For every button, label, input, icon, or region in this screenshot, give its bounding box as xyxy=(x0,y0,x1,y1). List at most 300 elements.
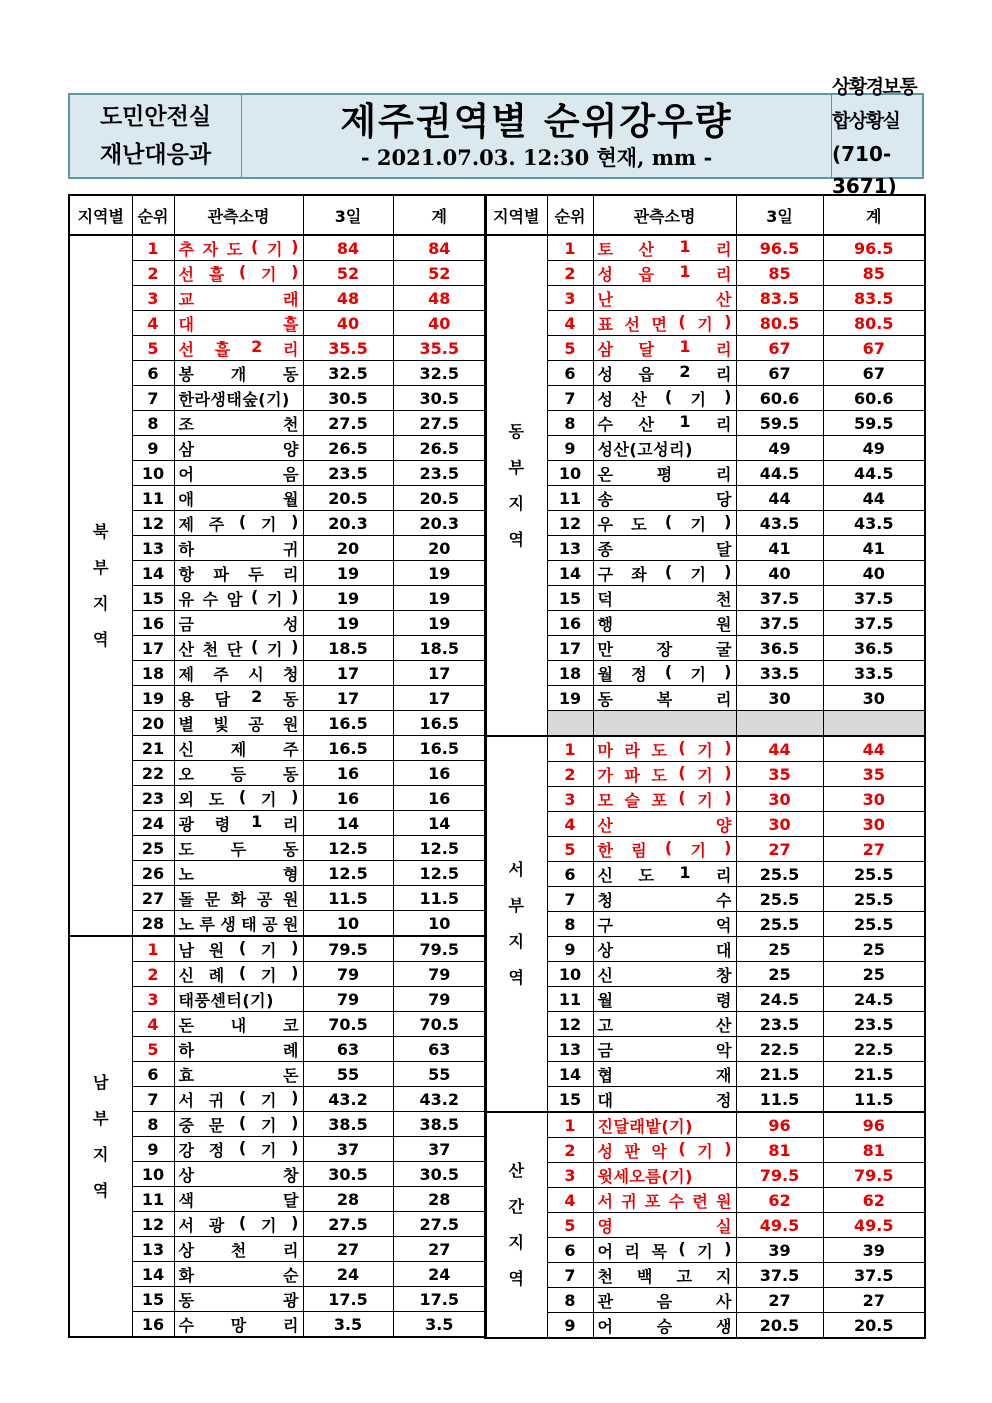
station-name-char: 리 xyxy=(716,865,732,885)
rain-total-cell: 17 xyxy=(393,686,486,711)
rain-3day-cell: 49.5 xyxy=(736,1213,823,1238)
rain-total-cell: 19 xyxy=(393,586,486,611)
station-name-cell xyxy=(593,711,736,737)
station-name-char: ) xyxy=(724,386,732,406)
station-name xyxy=(598,1038,732,1061)
station-name-char: ) xyxy=(291,1137,299,1157)
station-name-char: 교 xyxy=(178,289,194,309)
station-name-char: 음 xyxy=(283,464,299,484)
rank-cell: 13 xyxy=(132,536,174,561)
table-row xyxy=(69,611,486,636)
table-row xyxy=(485,586,925,611)
station-name-char: 도 xyxy=(178,839,194,859)
station-name-char: 대 xyxy=(178,314,194,334)
station-name-cell xyxy=(593,261,736,286)
station-name-cell xyxy=(174,1037,303,1062)
rain-3day-cell: 85 xyxy=(736,261,823,286)
rain-3day-cell: 27 xyxy=(736,837,823,862)
rain-total-cell: 25 xyxy=(823,937,925,962)
station-name-cell xyxy=(174,235,303,261)
station-name xyxy=(598,888,732,911)
table-row xyxy=(485,887,925,912)
rank-cell: 2 xyxy=(132,261,174,286)
station-name-cell xyxy=(593,235,736,261)
table-row xyxy=(485,411,925,436)
rank-cell xyxy=(547,711,593,737)
station-name-char: 어 xyxy=(597,1241,613,1261)
table-row xyxy=(69,536,486,561)
station-name xyxy=(179,1288,299,1311)
rank-cell: 3 xyxy=(132,286,174,311)
col-region: 지역별 xyxy=(485,195,547,235)
station-name xyxy=(179,337,299,360)
table-row xyxy=(485,311,925,336)
station-name-char: 리 xyxy=(716,339,732,359)
rank-cell: 13 xyxy=(547,1037,593,1062)
rain-total-cell: 12.5 xyxy=(393,861,486,886)
station-name xyxy=(179,912,299,935)
region-char: 간 xyxy=(508,1197,524,1216)
station-name-char: ) xyxy=(291,236,299,256)
station-name-char: 만 xyxy=(597,639,613,659)
rain-total-cell: 49.5 xyxy=(823,1213,925,1238)
rain-total-cell: 32.5 xyxy=(393,361,486,386)
station-name-char: 산 xyxy=(178,639,194,659)
station-name xyxy=(179,662,299,685)
station-name-cell xyxy=(593,1213,736,1238)
station-name-cell xyxy=(593,386,736,411)
office-name: 상황경보통합상황실 xyxy=(832,76,917,132)
station-name-cell xyxy=(593,436,736,461)
rain-3day-cell: 39 xyxy=(736,1238,823,1263)
station-name-char: ) xyxy=(291,586,299,606)
station-name-char: ( xyxy=(678,762,686,782)
station-name-char: ( xyxy=(250,236,259,256)
rain-3day-cell: 55 xyxy=(303,1062,393,1087)
station-name-char: 흘 xyxy=(208,264,225,284)
station-name-cell xyxy=(174,1137,303,1162)
rain-3day-cell: 27.5 xyxy=(303,411,393,436)
station-name-cell xyxy=(593,937,736,962)
station-name-char: 순 xyxy=(283,1265,299,1285)
rank-cell: 11 xyxy=(132,486,174,511)
station-name-char: 1 xyxy=(251,811,263,831)
station-name-char: 마 xyxy=(597,740,613,760)
station-name-char: 창 xyxy=(283,1165,299,1185)
region-char: 역 xyxy=(508,529,524,549)
rank-cell: 21 xyxy=(132,736,174,761)
rain-3day-cell: 24 xyxy=(303,1262,393,1287)
rain-total-cell: 30.5 xyxy=(393,386,486,411)
station-name-char: 수 xyxy=(202,589,219,609)
station-name-cell xyxy=(174,311,303,336)
station-name-char: 동 xyxy=(283,839,299,859)
rain-3day-cell: 40 xyxy=(736,561,823,586)
rain-total-cell: 49 xyxy=(823,436,925,461)
rain-3day-cell: 22.5 xyxy=(736,1037,823,1062)
station-name xyxy=(179,712,299,735)
station-name-char: 지 xyxy=(716,1266,732,1286)
table-row xyxy=(485,962,925,987)
station-name-cell xyxy=(593,511,736,536)
station-name-char: 리 xyxy=(716,689,732,709)
table-row xyxy=(69,1187,486,1212)
station-name xyxy=(179,587,299,610)
station-name-char: 천 xyxy=(716,589,732,609)
rain-3day-cell: 44 xyxy=(736,486,823,511)
rain-3day-cell: 43.5 xyxy=(736,511,823,536)
rank-cell: 7 xyxy=(547,1263,593,1288)
station-name xyxy=(598,838,732,861)
rain-3day-cell: 36.5 xyxy=(736,636,823,661)
table-row xyxy=(69,1212,486,1237)
station-name-char: 원 xyxy=(716,614,732,634)
rank-cell: 1 xyxy=(132,936,174,962)
station-name-char: 구 xyxy=(597,915,613,935)
office-phone: (710-3671) xyxy=(832,142,897,198)
rain-3day-cell: 32.5 xyxy=(303,361,393,386)
rain-total-cell: 16.5 xyxy=(393,736,486,761)
station-name-char: 금 xyxy=(178,614,194,634)
station-name xyxy=(179,462,299,485)
station-name xyxy=(598,738,732,761)
station-name-cell xyxy=(593,1188,736,1213)
table-row xyxy=(485,536,925,561)
station-name xyxy=(179,862,299,885)
rain-total-cell: 12.5 xyxy=(393,836,486,861)
station-name-char: 상 xyxy=(178,1165,194,1185)
station-name-char: 례 xyxy=(283,1040,299,1060)
rain-total-cell: 84 xyxy=(393,235,486,261)
station-name-char: ( xyxy=(250,636,259,656)
table-row xyxy=(69,586,486,611)
rank-cell: 7 xyxy=(132,1087,174,1112)
station-name-char: 정 xyxy=(208,1140,225,1160)
rain-3day-cell: 11.5 xyxy=(736,1087,823,1113)
station-name-cell xyxy=(174,761,303,786)
station-name-char: 기 xyxy=(690,840,706,860)
station-name-char: 기 xyxy=(697,1241,713,1261)
station-name-cell xyxy=(174,1112,303,1137)
station-name: 한라생태숲(기) xyxy=(178,389,290,409)
table-row xyxy=(69,886,486,911)
station-name-cell xyxy=(593,461,736,486)
rain-total-cell: 30 xyxy=(823,787,925,812)
station-name-char: 기 xyxy=(690,564,706,584)
station-name-char: 개 xyxy=(230,364,247,384)
station-name-cell xyxy=(593,837,736,862)
table-row xyxy=(69,786,486,811)
rain-3day-cell: 96.5 xyxy=(736,235,823,261)
station-name-cell xyxy=(593,1138,736,1163)
table-row xyxy=(485,611,925,636)
rain-3day-cell: 20 xyxy=(303,536,393,561)
station-name xyxy=(179,837,299,860)
rain-3day-cell: 62 xyxy=(736,1188,823,1213)
rank-cell: 19 xyxy=(132,686,174,711)
rank-cell: 12 xyxy=(547,511,593,536)
rain-total-cell: 40 xyxy=(393,311,486,336)
rank-cell: 12 xyxy=(132,1212,174,1237)
station-name-char: 빛 xyxy=(213,714,229,734)
station-name-char: 리 xyxy=(716,239,732,259)
department-line1: 도민안전실 xyxy=(99,104,212,130)
rank-cell: 22 xyxy=(132,761,174,786)
rain-3day-cell: 30.5 xyxy=(303,1162,393,1187)
station-name-char: 가 xyxy=(597,765,613,785)
station-name-char: 코 xyxy=(283,1015,299,1035)
station-name-char: ) xyxy=(724,1238,732,1258)
station-name-char: 도 xyxy=(651,740,667,760)
table-row xyxy=(485,711,925,737)
station-name-char: 봉 xyxy=(178,364,194,384)
rank-cell: 5 xyxy=(547,1213,593,1238)
station-name-char: 도 xyxy=(208,789,225,809)
station-name-char: 포 xyxy=(651,790,667,810)
rain-3day-cell: 30 xyxy=(736,787,823,812)
rain-3day-cell: 37.5 xyxy=(736,586,823,611)
station-name-char: 복 xyxy=(656,689,673,709)
table-row xyxy=(69,861,486,886)
rain-3day-cell xyxy=(736,711,823,737)
station-name-char: 동 xyxy=(283,764,299,784)
rain-3day-cell: 38.5 xyxy=(303,1112,393,1137)
table-row xyxy=(485,1087,925,1113)
rain-3day-cell: 11.5 xyxy=(303,886,393,911)
station-name xyxy=(179,1063,299,1086)
station-name-char: 림 xyxy=(631,840,647,860)
table-row xyxy=(69,1012,486,1037)
station-name-char: 공 xyxy=(262,914,278,934)
station-name-char: 돈 xyxy=(283,1065,299,1085)
station-name xyxy=(179,287,299,310)
station-name-char: 성 xyxy=(597,1141,613,1161)
station-name-cell xyxy=(174,436,303,461)
station-name-char: ( xyxy=(238,962,247,982)
table-row xyxy=(485,1112,925,1138)
station-name-cell xyxy=(593,1037,736,1062)
table-row xyxy=(69,836,486,861)
rank-cell: 2 xyxy=(547,1138,593,1163)
station-name-cell xyxy=(174,261,303,286)
rain-3day-cell: 10 xyxy=(303,911,393,937)
station-name-char: 선 xyxy=(178,264,194,284)
station-name-char: 하 xyxy=(178,1040,194,1060)
rank-cell: 9 xyxy=(547,937,593,962)
rank-cell: 5 xyxy=(132,336,174,361)
station-name-cell xyxy=(593,286,736,311)
rain-total-cell: 79.5 xyxy=(393,936,486,962)
rain-total-cell: 79 xyxy=(393,987,486,1012)
station-name xyxy=(179,1188,299,1211)
station-name-char: ) xyxy=(291,261,299,281)
station-name xyxy=(179,1313,299,1336)
rain-3day-cell: 25.5 xyxy=(736,887,823,912)
table-row xyxy=(69,411,486,436)
rain-total-cell: 10 xyxy=(393,911,486,937)
station-name xyxy=(598,788,732,811)
station-name-char: 원 xyxy=(716,1191,732,1211)
rank-cell: 12 xyxy=(547,1012,593,1037)
rain-total-cell: 41 xyxy=(823,536,925,561)
table-row xyxy=(485,286,925,311)
station-name-char: 실 xyxy=(716,1216,732,1236)
col-3day: 3일 xyxy=(736,195,823,235)
rank-cell: 10 xyxy=(132,1162,174,1187)
station-name-char: ) xyxy=(724,787,732,807)
table-row xyxy=(485,561,925,586)
rank-cell: 6 xyxy=(547,361,593,386)
rain-3day-cell: 20.5 xyxy=(303,486,393,511)
station-name-char: 생 xyxy=(716,1316,732,1336)
station-name-char: 고 xyxy=(676,1266,692,1286)
rain-3day-cell: 27 xyxy=(736,1288,823,1313)
region-char: 부 xyxy=(508,457,524,477)
rain-total-cell: 52 xyxy=(393,261,486,286)
station-name-char: 망 xyxy=(230,1315,247,1335)
col-total: 계 xyxy=(823,195,925,235)
station-name-char: 악 xyxy=(716,1040,732,1060)
table-row xyxy=(485,912,925,937)
rank-cell: 16 xyxy=(547,611,593,636)
rain-3day-cell: 30 xyxy=(736,686,823,711)
station-name-char: 2 xyxy=(251,336,263,356)
col-rank: 순위 xyxy=(547,195,593,235)
station-name-char: 서 xyxy=(597,1191,613,1211)
station-name-char: ( xyxy=(678,311,686,331)
station-name-char: 월 xyxy=(597,990,613,1010)
rank-cell: 5 xyxy=(547,837,593,862)
station-name-char: 리 xyxy=(716,264,732,284)
station-name-char: 승 xyxy=(656,1316,673,1336)
rain-total-cell: 25 xyxy=(823,962,925,987)
rain-3day-cell: 83.5 xyxy=(736,286,823,311)
station-name-cell xyxy=(174,511,303,536)
station-name-char: 광 xyxy=(208,1215,225,1235)
rank-cell: 8 xyxy=(132,411,174,436)
station-name-char: 수 xyxy=(716,890,732,910)
station-name-char: 동 xyxy=(283,364,299,384)
station-name-cell xyxy=(174,661,303,686)
station-name-cell xyxy=(174,836,303,861)
rain-total-cell: 22.5 xyxy=(823,1037,925,1062)
rank-cell: 26 xyxy=(132,861,174,886)
station-name-char: 기 xyxy=(690,389,706,409)
table-row xyxy=(69,235,486,261)
station-name-char: 두 xyxy=(248,564,264,584)
rain-total-cell: 30.5 xyxy=(393,1162,486,1187)
table-row xyxy=(485,361,925,386)
rain-3day-cell: 24.5 xyxy=(736,987,823,1012)
station-name-char: 돈 xyxy=(178,1015,194,1035)
station-name-char: 원 xyxy=(283,714,299,734)
station-name-char: 기 xyxy=(697,1141,713,1161)
station-name-char: 제 xyxy=(178,664,194,684)
station-name-char: 남 xyxy=(178,940,194,960)
station-name-char: 성 xyxy=(597,264,613,284)
station-name xyxy=(179,262,299,285)
rain-total-cell: 38.5 xyxy=(393,1112,486,1137)
station-name-cell xyxy=(174,1087,303,1112)
station-name-char: 도 xyxy=(651,765,667,785)
station-name xyxy=(179,938,299,961)
region-char: 남 xyxy=(93,1072,109,1092)
table-row xyxy=(69,1312,486,1338)
station-name xyxy=(598,662,732,685)
station-name-char: 흘 xyxy=(214,339,231,359)
col-total: 계 xyxy=(393,195,486,235)
station-name-char: 노 xyxy=(178,914,194,934)
station-name-char: 1 xyxy=(679,862,691,882)
left-table-body xyxy=(69,235,486,1337)
station-name-char: 기 xyxy=(266,239,283,259)
station-name-cell xyxy=(593,1288,736,1313)
rain-3day-cell: 25 xyxy=(736,937,823,962)
region-cell xyxy=(69,936,132,1337)
table-row xyxy=(485,336,925,361)
station-name-char: ) xyxy=(291,786,299,806)
rain-3day-cell: 12.5 xyxy=(303,836,393,861)
station-name-char: 기 xyxy=(697,314,713,334)
table-row xyxy=(69,736,486,761)
table-row xyxy=(485,736,925,762)
table-row xyxy=(485,261,925,286)
station-name xyxy=(179,1213,299,1236)
station-name xyxy=(179,963,299,986)
station-name-cell xyxy=(174,536,303,561)
rain-total-cell: 11.5 xyxy=(393,886,486,911)
station-name xyxy=(179,1113,299,1136)
rain-3day-cell: 14 xyxy=(303,811,393,836)
station-name-cell xyxy=(593,812,736,837)
station-name-char: 령 xyxy=(716,990,732,1010)
station-name-char: 사 xyxy=(716,1291,732,1311)
col-station: 관측소명 xyxy=(593,195,736,235)
station-name-char: 동 xyxy=(283,689,299,709)
station-name xyxy=(179,562,299,585)
station-name-char: 단 xyxy=(226,639,243,659)
rank-cell: 14 xyxy=(547,1062,593,1087)
rank-cell: 9 xyxy=(547,1313,593,1339)
station-name-char: 항 xyxy=(178,564,194,584)
station-name-char: 리 xyxy=(283,564,299,584)
station-name-char: 문 xyxy=(204,889,221,909)
rain-total-cell: 40 xyxy=(823,561,925,586)
office-box xyxy=(832,76,922,198)
station-name xyxy=(598,1239,732,1262)
rank-cell: 17 xyxy=(547,636,593,661)
station-name-char: 기 xyxy=(697,790,713,810)
station-name-cell xyxy=(174,1187,303,1212)
station-name-char: ) xyxy=(724,762,732,782)
station-name-char: 달 xyxy=(638,339,654,359)
rain-3day-cell: 33.5 xyxy=(736,661,823,686)
rain-3day-cell: 3.5 xyxy=(303,1312,393,1338)
station-name-char: 기 xyxy=(266,589,283,609)
station-name-char: 상 xyxy=(597,940,613,960)
table-row xyxy=(485,1288,925,1313)
station-name-char: 장 xyxy=(656,639,673,659)
station-name-char: 억 xyxy=(716,915,732,935)
rain-total-cell: 20.5 xyxy=(823,1313,925,1339)
station-name-char: 기 xyxy=(260,1140,277,1160)
station-name xyxy=(179,1038,299,1061)
region-cell xyxy=(69,235,132,936)
region-char: 부 xyxy=(93,1108,109,1128)
rank-cell: 2 xyxy=(547,762,593,787)
station-name-cell xyxy=(174,1287,303,1312)
station-name-char: 청 xyxy=(283,664,299,684)
